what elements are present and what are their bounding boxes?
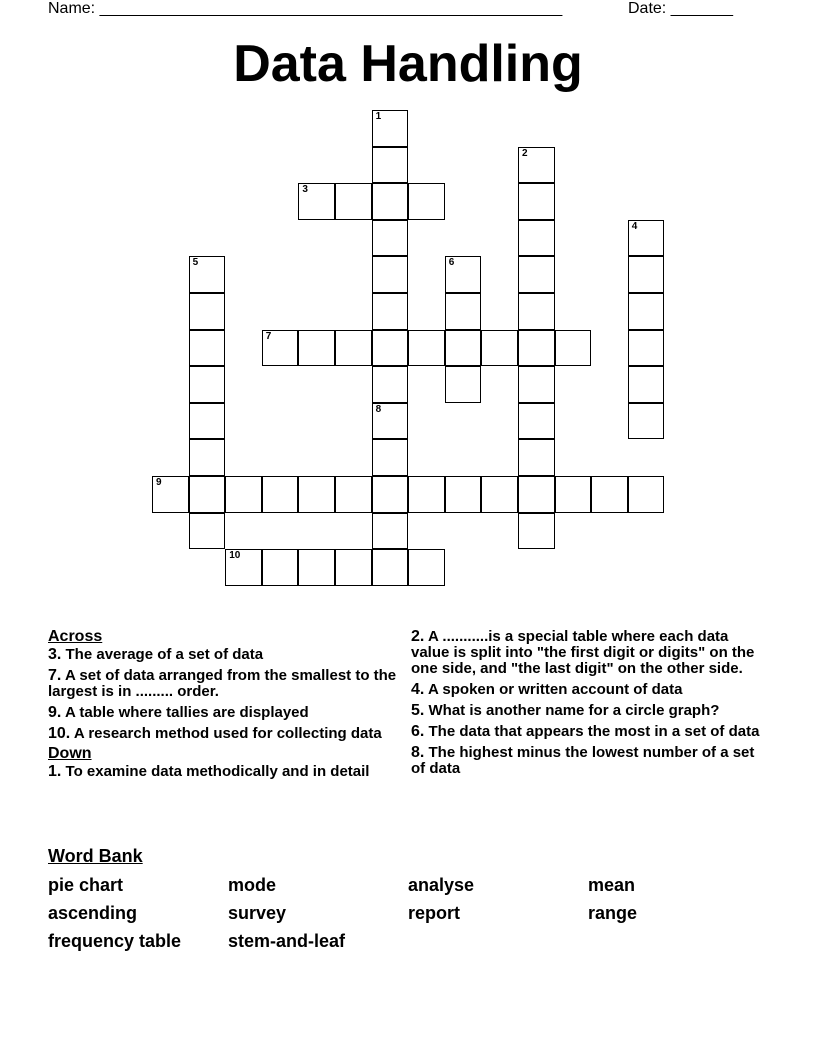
crossword-cell[interactable]	[335, 330, 372, 367]
crossword-cell[interactable]	[298, 183, 335, 220]
word-bank-item: stem-and-leaf	[228, 931, 346, 951]
name-blank[interactable]: ____________________________________________________	[99, 0, 563, 17]
word-bank-item: survey	[228, 903, 287, 923]
crossword-cell[interactable]	[372, 183, 409, 220]
crossword-cell[interactable]	[628, 330, 665, 367]
name-label: Name:	[48, 0, 96, 17]
crossword-cell[interactable]	[518, 513, 555, 550]
word-bank-item: ascending	[48, 903, 138, 923]
crossword-cell[interactable]	[518, 183, 555, 220]
crossword-cell[interactable]	[518, 439, 555, 476]
crossword-cell[interactable]	[408, 330, 445, 367]
crossword-cell[interactable]	[628, 403, 665, 440]
crossword-cell[interactable]	[518, 220, 555, 257]
crossword-cell[interactable]	[372, 439, 409, 476]
crossword-cell[interactable]	[445, 293, 482, 330]
clue-number: 8	[375, 403, 382, 415]
crossword-cell[interactable]	[408, 476, 445, 513]
clues-left-column	[48, 629, 398, 785]
crossword-cell[interactable]	[628, 476, 665, 513]
crossword-cell[interactable]	[372, 293, 409, 330]
crossword-cell[interactable]	[298, 330, 335, 367]
crossword-cell[interactable]	[189, 293, 226, 330]
word-bank-item: range	[588, 903, 638, 923]
crossword-cell[interactable]	[298, 476, 335, 513]
clue-number: 7	[265, 330, 272, 342]
crossword-cell[interactable]	[189, 366, 226, 403]
clue-number: 3	[302, 184, 308, 196]
crossword-cell[interactable]	[189, 330, 226, 367]
crossword-cell[interactable]	[335, 183, 372, 220]
crossword-cell[interactable]	[335, 476, 372, 513]
word-bank-title: Word Bank	[48, 846, 143, 866]
crossword-cell[interactable]	[262, 549, 299, 586]
crossword-cell[interactable]	[372, 220, 409, 257]
across-heading: Across	[48, 628, 103, 645]
word-bank-item: mean	[588, 875, 636, 895]
crossword-cell[interactable]	[445, 366, 482, 403]
date-blank[interactable]: _______	[670, 0, 733, 17]
down-clue: 4. A spoken or written account of data	[411, 681, 683, 698]
crossword-cell[interactable]	[628, 366, 665, 403]
crossword-cell[interactable]	[262, 330, 299, 367]
crossword-cell[interactable]	[225, 476, 262, 513]
crossword-cell[interactable]	[372, 476, 409, 513]
clue-number: 5	[192, 257, 199, 269]
word-bank-item: analyse	[408, 875, 475, 895]
down-clue: 1. To examine data methodically and in detail	[48, 763, 370, 780]
crossword-cell[interactable]	[225, 549, 262, 586]
crossword-cell[interactable]	[628, 220, 665, 257]
across-clue: 10. A research method used for collecting data	[48, 725, 382, 742]
clue-number: 4	[631, 220, 638, 232]
word-bank-item: report	[408, 903, 461, 923]
crossword-cell[interactable]	[518, 366, 555, 403]
crossword-cell[interactable]	[372, 256, 409, 293]
date-line	[628, 0, 733, 18]
down-clue: 8. The highest minus the lowest number of a set of data	[411, 744, 755, 777]
crossword-cell[interactable]	[372, 366, 409, 403]
crossword-cell[interactable]	[408, 183, 445, 220]
crossword-cell[interactable]	[152, 476, 189, 513]
crossword-cell[interactable]	[189, 513, 226, 550]
crossword-cell[interactable]	[518, 476, 555, 513]
across-clue: 9. A table where tallies are displayed	[48, 704, 309, 721]
crossword-cell[interactable]	[481, 476, 518, 513]
crossword-cell[interactable]	[628, 256, 665, 293]
crossword-cell[interactable]	[518, 403, 555, 440]
crossword-cell[interactable]	[555, 330, 592, 367]
down-clue: 2. A ...........is a special table where each data value is split into "the first digit or digits" on the one side, and "the last digit" on the other side.	[411, 628, 755, 677]
crossword-cell[interactable]	[189, 476, 226, 513]
crossword-cell[interactable]	[408, 549, 445, 586]
crossword-cell[interactable]	[372, 549, 409, 586]
across-clue: 7. A set of data arranged from the smallest to the largest is in ......... order.	[48, 667, 397, 700]
crossword-cell[interactable]	[518, 147, 555, 184]
clue-number: 1	[375, 111, 382, 122]
clues-right-column	[411, 629, 763, 782]
crossword-cell[interactable]	[481, 330, 518, 367]
crossword-cell[interactable]	[189, 439, 226, 476]
down-heading: Down	[48, 745, 92, 762]
crossword-cell[interactable]	[335, 549, 372, 586]
crossword-cell[interactable]	[445, 256, 482, 293]
crossword-cell[interactable]	[372, 147, 409, 184]
crossword-cell[interactable]	[189, 256, 226, 293]
clue-number: 2	[522, 147, 528, 159]
crossword-cell[interactable]	[518, 293, 555, 330]
crossword-cell[interactable]	[189, 403, 226, 440]
page-title: Data Handling	[233, 35, 583, 93]
name-line	[48, 0, 562, 18]
down-clue: 6. The data that appears the most in a set of data	[411, 723, 760, 740]
date-label: Date:	[628, 0, 667, 17]
word-bank-item: pie chart	[48, 875, 124, 895]
down-clue: 5. What is another name for a circle graph?	[411, 702, 720, 719]
clue-number: 6	[448, 257, 455, 269]
across-clue: 3. The average of a set of data	[48, 646, 264, 663]
word-bank-item: mode	[228, 875, 277, 895]
word-bank-item: frequency table	[48, 931, 182, 951]
crossword-cell[interactable]	[518, 256, 555, 293]
crossword-cell[interactable]	[555, 476, 592, 513]
crossword-cell[interactable]	[372, 403, 409, 440]
crossword-cell[interactable]	[372, 513, 409, 550]
crossword-cell[interactable]	[518, 330, 555, 367]
crossword-cell[interactable]	[372, 110, 409, 147]
crossword-cell[interactable]	[445, 330, 482, 367]
crossword-cell[interactable]	[628, 293, 665, 330]
crossword-cell[interactable]	[445, 476, 482, 513]
crossword-cell[interactable]	[591, 476, 628, 513]
crossword-cell[interactable]	[372, 330, 409, 367]
crossword-cell[interactable]	[298, 549, 335, 586]
clue-number: 10	[229, 550, 241, 562]
crossword-cell[interactable]	[262, 476, 299, 513]
clue-number: 9	[156, 477, 162, 488]
